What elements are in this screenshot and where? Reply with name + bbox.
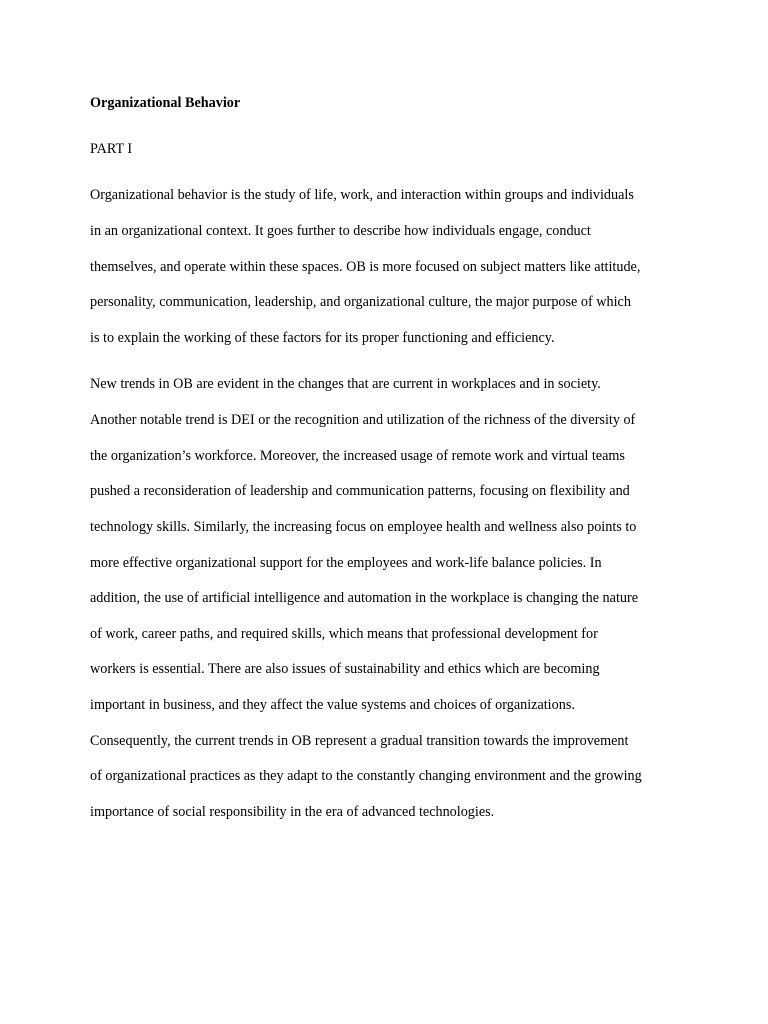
paragraph-line: is to explain the working of these factors for its proper functioning and efficiency.: [90, 330, 555, 346]
section-heading: PART I: [90, 141, 133, 157]
paragraph-line: personality, communication, leadership, and organizational culture, the major purpose of which: [90, 294, 631, 310]
paragraph-line: of work, career paths, and required skills, which means that professional development for: [90, 626, 598, 642]
paragraph-line: addition, the use of artificial intelligence and automation in the workplace is changing the nature: [90, 590, 639, 606]
paragraph-line: Another notable trend is DEI or the recognition and utilization of the richness of the diversity of: [90, 412, 636, 428]
paragraph-line: the organization’s workforce. Moreover, the increased usage of remote work and virtual teams: [90, 448, 625, 464]
paragraph-line: important in business, and they affect the value systems and choices of organizations.: [90, 697, 575, 713]
paragraph-line: pushed a reconsideration of leadership and communication patterns, focusing on flexibility and: [90, 483, 630, 499]
paragraph-line: workers is essential. There are also issues of sustainability and ethics which are becoming: [90, 661, 600, 677]
document-title: Organizational Behavior: [90, 95, 241, 111]
paragraph-line: Consequently, the current trends in OB represent a gradual transition towards the improvement: [90, 733, 629, 749]
paragraph-line: themselves, and operate within these spaces. OB is more focused on subject matters like attitude,: [90, 259, 641, 275]
paragraph-line: New trends in OB are evident in the changes that are current in workplaces and in society.: [90, 376, 601, 392]
paragraph-line: of organizational practices as they adapt to the constantly changing environment and the growing: [90, 768, 642, 784]
paragraph-line: more effective organizational support for the employees and work-life balance policies. In: [90, 555, 602, 571]
paragraph-line: importance of social responsibility in the era of advanced technologies.: [90, 804, 495, 820]
paragraph-line: technology skills. Similarly, the increasing focus on employee health and wellness also points to: [90, 519, 637, 535]
paragraph-line: in an organizational context. It goes further to describe how individuals engage, conduct: [90, 223, 591, 239]
paragraph-line: Organizational behavior is the study of life, work, and interaction within groups and individuals: [90, 187, 634, 203]
